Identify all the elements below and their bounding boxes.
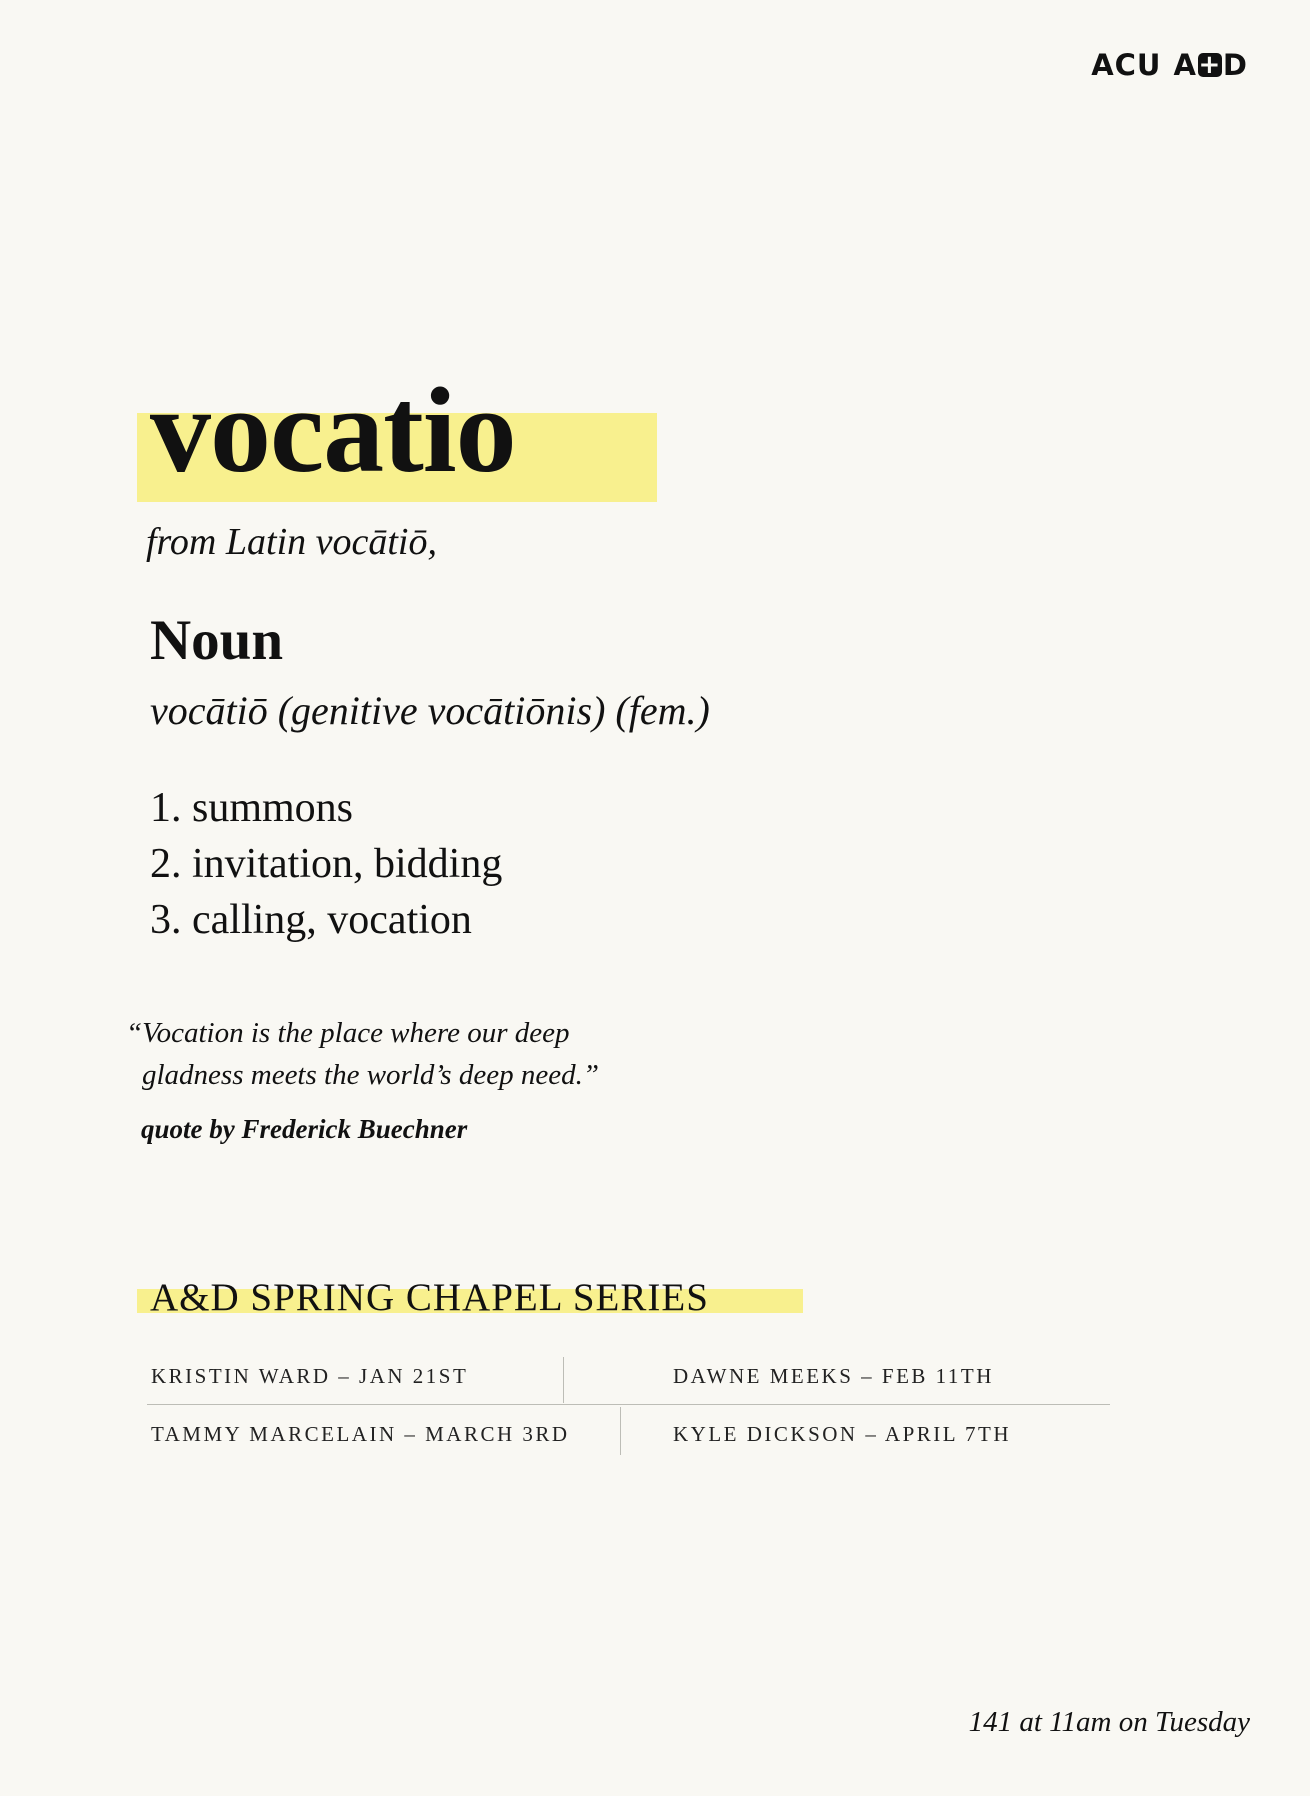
quote: [126, 1012, 599, 1096]
logo-d: D: [1222, 48, 1248, 82]
speaker-date: KRISTIN WARD – JAN 21ST: [151, 1364, 469, 1388]
series-title: A&D SPRING CHAPEL SERIES: [150, 1276, 709, 1319]
speaker-date: KYLE DICKSON – APRIL 7TH: [673, 1422, 1012, 1446]
headword: vocatio: [150, 363, 516, 498]
etymology: from Latin vocātiō,: [146, 521, 437, 563]
logo-acu: ACU: [1091, 48, 1162, 82]
inflection-forms: vocātiō (genitive vocātiōnis) (fem.): [150, 688, 710, 733]
speaker-date: TAMMY MARCELAIN – MARCH 3RD: [151, 1422, 570, 1446]
definition-item: 3. calling, vocation: [150, 897, 472, 943]
speaker-date: DAWNE MEEKS – FEB 11TH: [673, 1364, 994, 1388]
quote-line: gladness meets the world’s deep need.”: [142, 1059, 599, 1091]
quote-line: “Vocation is the place where our deep: [126, 1017, 570, 1049]
part-of-speech: Noun: [150, 609, 284, 672]
definition-list: [150, 780, 502, 948]
definition-item: 1. summons: [150, 785, 354, 831]
definition-item: 2. invitation, bidding: [150, 841, 503, 887]
schedule-divider: [147, 1404, 1110, 1405]
location-time: 141 at 11am on Tuesday: [968, 1706, 1250, 1738]
schedule-divider: [563, 1357, 564, 1403]
schedule-divider: [620, 1407, 621, 1455]
logo-a: A: [1173, 48, 1197, 82]
acu-ad-logo: [1091, 48, 1248, 82]
plus-icon: +: [1198, 50, 1222, 80]
quote-credit: quote by Frederick Buechner: [141, 1114, 468, 1144]
